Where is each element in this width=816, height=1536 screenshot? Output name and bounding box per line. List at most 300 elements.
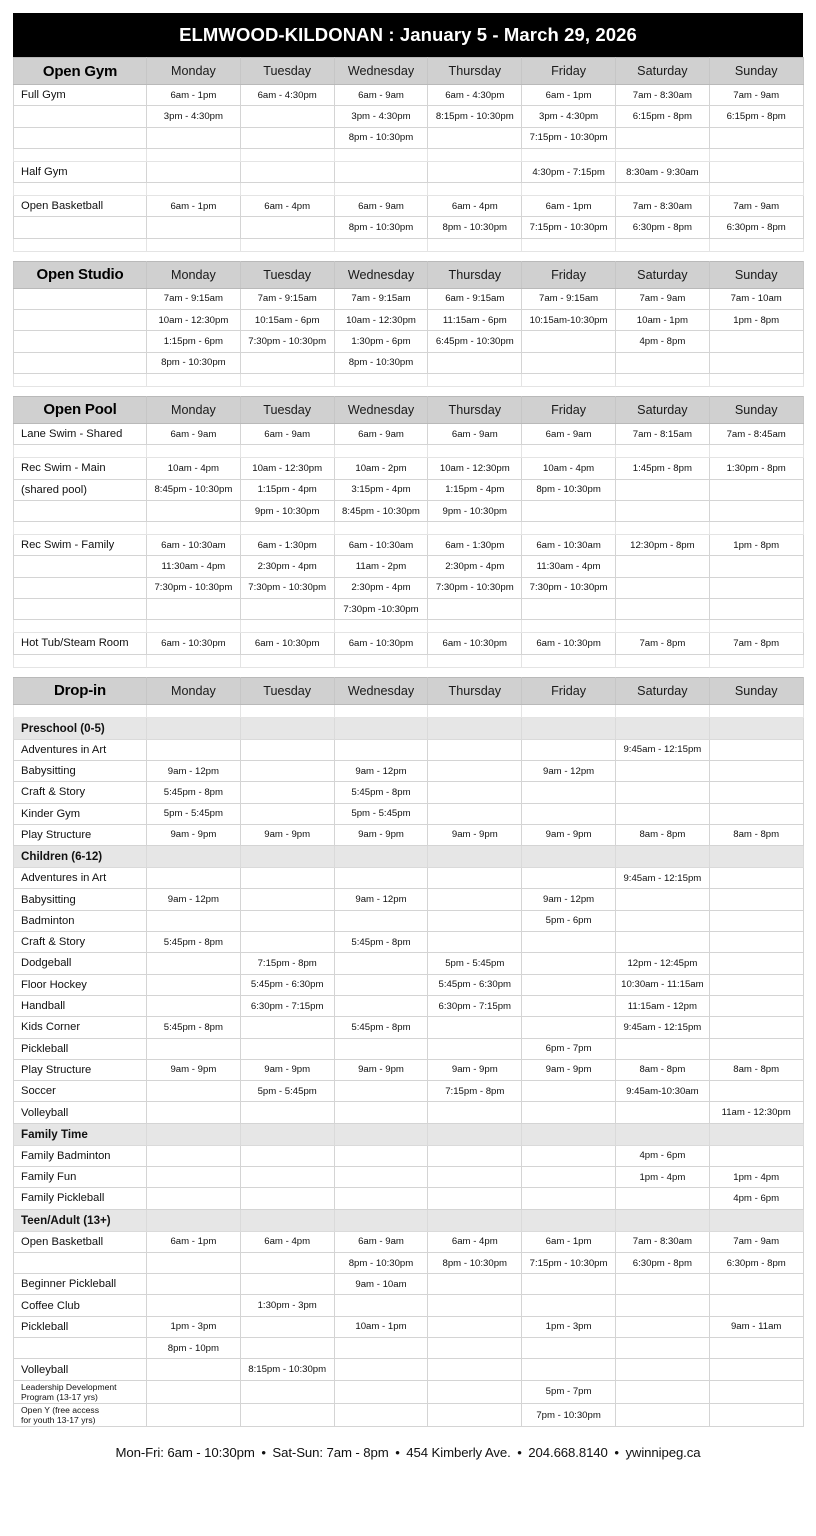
spacer-row	[14, 238, 804, 251]
time-cell-friday: 6am - 1pm	[522, 196, 616, 217]
time-cell-saturday: 7am - 8:30am	[615, 85, 709, 106]
spacer-cell	[709, 238, 803, 251]
spacer-cell	[709, 445, 803, 458]
table-row	[14, 1145, 804, 1166]
section-header-row	[14, 58, 804, 85]
day-header-tuesday: Tuesday	[240, 261, 334, 288]
time-cell-monday: 1pm - 3pm	[147, 1316, 241, 1337]
table-row	[14, 577, 804, 598]
time-cell-sunday: 7am - 8pm	[709, 633, 803, 654]
table-row	[14, 127, 804, 148]
activity-label: Open Basketball	[14, 1231, 147, 1252]
activity-label: Soccer	[14, 1081, 147, 1102]
day-header-thursday: Thursday	[428, 261, 522, 288]
time-cell-thursday	[428, 1038, 522, 1059]
time-cell-sunday: 6:30pm - 8pm	[709, 1252, 803, 1273]
day-header-thursday: Thursday	[428, 396, 522, 423]
time-cell-monday	[147, 974, 241, 995]
time-cell-monday	[147, 1274, 241, 1295]
time-cell-wednesday: 6am - 10:30am	[334, 535, 428, 556]
table-row	[14, 1038, 804, 1059]
time-cell-thursday: 6am - 9:15am	[428, 288, 522, 309]
activity-label: Family Badminton	[14, 1145, 147, 1166]
time-cell-wednesday: 3:15pm - 4pm	[334, 479, 428, 500]
day-header-saturday: Saturday	[615, 261, 709, 288]
activity-label: Family Pickleball	[14, 1188, 147, 1209]
category-filler-cell	[147, 846, 241, 868]
activity-label	[14, 288, 147, 309]
table-row	[14, 910, 804, 931]
activity-label: Badminton	[14, 910, 147, 931]
table-row	[14, 196, 804, 217]
table-row	[14, 217, 804, 238]
time-cell-thursday: 1:15pm - 4pm	[428, 479, 522, 500]
day-header-saturday: Saturday	[615, 396, 709, 423]
time-cell-thursday: 6am - 4pm	[428, 1231, 522, 1252]
time-cell-thursday: 8pm - 10:30pm	[428, 1252, 522, 1273]
spacer-row	[14, 445, 804, 458]
time-cell-saturday	[615, 760, 709, 781]
spacer-cell	[240, 183, 334, 196]
time-cell-thursday: 6am - 1:30pm	[428, 535, 522, 556]
time-cell-saturday: 8am - 8pm	[615, 824, 709, 845]
time-cell-tuesday	[240, 1338, 334, 1359]
time-cell-tuesday	[240, 889, 334, 910]
category-filler-cell	[240, 1123, 334, 1145]
time-cell-friday: 8pm - 10:30pm	[522, 479, 616, 500]
schedule-table-open-gym	[13, 57, 804, 252]
day-header-tuesday: Tuesday	[240, 396, 334, 423]
time-cell-thursday: 5pm - 5:45pm	[428, 953, 522, 974]
section-title-open-pool: Open Pool	[14, 396, 147, 423]
schedule-table-open-pool	[13, 396, 804, 668]
category-filler-cell	[709, 1123, 803, 1145]
time-cell-tuesday	[240, 106, 334, 127]
day-header-friday: Friday	[522, 261, 616, 288]
time-cell-sunday	[709, 352, 803, 373]
table-row	[14, 1338, 804, 1359]
category-filler-cell	[615, 846, 709, 868]
time-cell-saturday	[615, 577, 709, 598]
time-cell-monday	[147, 1145, 241, 1166]
time-cell-saturday	[615, 1403, 709, 1426]
time-cell-thursday: 6:30pm - 7:15pm	[428, 995, 522, 1016]
time-cell-saturday	[615, 1038, 709, 1059]
time-cell-saturday: 9:45am-10:30am	[615, 1081, 709, 1102]
time-cell-saturday	[615, 803, 709, 824]
time-cell-friday: 7:15pm - 10:30pm	[522, 217, 616, 238]
time-cell-friday: 6am - 1pm	[522, 1231, 616, 1252]
time-cell-thursday: 6am - 10:30pm	[428, 633, 522, 654]
table-row	[14, 1316, 804, 1337]
spacer-cell	[334, 620, 428, 633]
time-cell-monday	[147, 1295, 241, 1316]
table-row	[14, 85, 804, 106]
table-row	[14, 1081, 804, 1102]
time-cell-monday: 6am - 10:30am	[147, 535, 241, 556]
time-cell-monday	[147, 161, 241, 182]
time-cell-monday	[147, 1166, 241, 1187]
category-filler-cell	[240, 717, 334, 739]
time-cell-thursday: 6am - 4:30pm	[428, 85, 522, 106]
time-cell-tuesday	[240, 127, 334, 148]
day-header-sunday: Sunday	[709, 58, 803, 85]
time-cell-friday: 7:30pm - 10:30pm	[522, 577, 616, 598]
day-header-thursday: Thursday	[428, 58, 522, 85]
time-cell-saturday: 4pm - 8pm	[615, 331, 709, 352]
activity-label	[14, 127, 147, 148]
time-cell-wednesday: 6am - 10:30pm	[334, 633, 428, 654]
time-cell-tuesday: 8:15pm - 10:30pm	[240, 1359, 334, 1380]
time-cell-monday	[147, 953, 241, 974]
time-cell-friday: 9am - 9pm	[522, 1059, 616, 1080]
time-cell-friday: 4:30pm - 7:15pm	[522, 161, 616, 182]
time-cell-thursday: 9am - 9pm	[428, 824, 522, 845]
time-cell-tuesday	[240, 352, 334, 373]
time-cell-thursday	[428, 1295, 522, 1316]
time-cell-sunday	[709, 803, 803, 824]
time-cell-thursday	[428, 1380, 522, 1403]
time-cell-thursday	[428, 868, 522, 889]
spacer-cell	[334, 373, 428, 386]
time-cell-friday	[522, 953, 616, 974]
time-cell-monday: 6am - 10:30pm	[147, 633, 241, 654]
time-cell-thursday	[428, 127, 522, 148]
table-row	[14, 782, 804, 803]
spacer-cell	[522, 183, 616, 196]
spacer-cell	[615, 445, 709, 458]
time-cell-thursday: 7:30pm - 10:30pm	[428, 577, 522, 598]
time-cell-tuesday: 10am - 12:30pm	[240, 458, 334, 479]
time-cell-saturday	[615, 599, 709, 620]
time-cell-sunday	[709, 599, 803, 620]
time-cell-monday	[147, 599, 241, 620]
activity-label: Rec Swim - Family	[14, 535, 147, 556]
time-cell-tuesday: 1:30pm - 3pm	[240, 1295, 334, 1316]
spacer-row	[14, 148, 804, 161]
time-cell-wednesday: 9am - 9pm	[334, 1059, 428, 1080]
table-row	[14, 995, 804, 1016]
category-filler-cell	[615, 1209, 709, 1231]
time-cell-tuesday: 5:45pm - 6:30pm	[240, 974, 334, 995]
time-cell-saturday	[615, 782, 709, 803]
time-cell-friday: 11:30am - 4pm	[522, 556, 616, 577]
time-cell-wednesday	[334, 868, 428, 889]
time-cell-monday: 6am - 9am	[147, 423, 241, 444]
time-cell-saturday	[615, 1338, 709, 1359]
spacer-cell	[240, 620, 334, 633]
category-filler-cell	[615, 717, 709, 739]
time-cell-sunday	[709, 161, 803, 182]
time-cell-sunday: 4pm - 6pm	[709, 1188, 803, 1209]
category-filler-cell	[428, 1123, 522, 1145]
table-row	[14, 974, 804, 995]
day-header-thursday: Thursday	[428, 677, 522, 704]
time-cell-wednesday: 6am - 9am	[334, 85, 428, 106]
time-cell-tuesday	[240, 1380, 334, 1403]
time-cell-sunday	[709, 868, 803, 889]
time-cell-saturday	[615, 910, 709, 931]
footer-part-0: Mon-Fri: 6am - 10:30pm	[115, 1445, 255, 1461]
time-cell-monday: 11:30am - 4pm	[147, 556, 241, 577]
category-filler-cell	[522, 1123, 616, 1145]
time-cell-sunday	[709, 331, 803, 352]
spacer-cell	[615, 183, 709, 196]
time-cell-sunday: 6:15pm - 8pm	[709, 106, 803, 127]
activity-label	[14, 352, 147, 373]
activity-label	[14, 577, 147, 598]
time-cell-monday: 10am - 4pm	[147, 458, 241, 479]
spacer-cell	[147, 704, 241, 717]
time-cell-sunday	[709, 1338, 803, 1359]
time-cell-thursday	[428, 889, 522, 910]
time-cell-saturday: 1pm - 4pm	[615, 1166, 709, 1187]
section-title-open-gym: Open Gym	[14, 58, 147, 85]
time-cell-saturday	[615, 1102, 709, 1123]
activity-label: Rec Swim - Main	[14, 458, 147, 479]
category-filler-cell	[428, 846, 522, 868]
time-cell-sunday	[709, 556, 803, 577]
activity-label: Family Fun	[14, 1166, 147, 1187]
time-cell-friday	[522, 803, 616, 824]
category-filler-cell	[334, 1123, 428, 1145]
time-cell-wednesday	[334, 739, 428, 760]
time-cell-monday: 7:30pm - 10:30pm	[147, 577, 241, 598]
table-row	[14, 423, 804, 444]
spacer-cell	[709, 522, 803, 535]
time-cell-saturday: 8am - 8pm	[615, 1059, 709, 1080]
time-cell-friday: 7:15pm - 10:30pm	[522, 1252, 616, 1273]
section-title-drop-in: Drop-in	[14, 677, 147, 704]
table-row	[14, 161, 804, 182]
time-cell-monday: 6am - 1pm	[147, 1231, 241, 1252]
time-cell-wednesday: 7:30pm -10:30pm	[334, 599, 428, 620]
time-cell-tuesday: 6am - 1:30pm	[240, 535, 334, 556]
time-cell-friday	[522, 1295, 616, 1316]
time-cell-wednesday	[334, 161, 428, 182]
category-filler-cell	[709, 846, 803, 868]
spacer-cell	[14, 620, 147, 633]
activity-label: Open Y (free access for youth 13-17 yrs)	[14, 1403, 147, 1426]
time-cell-tuesday	[240, 1166, 334, 1187]
time-cell-tuesday	[240, 760, 334, 781]
time-cell-saturday: 10:30am - 11:15am	[615, 974, 709, 995]
time-cell-sunday	[709, 1017, 803, 1038]
spacer-cell	[147, 522, 241, 535]
table-row	[14, 932, 804, 953]
time-cell-sunday	[709, 953, 803, 974]
time-cell-friday	[522, 599, 616, 620]
time-cell-tuesday	[240, 1102, 334, 1123]
spacer-cell	[147, 373, 241, 386]
activity-label	[14, 556, 147, 577]
activity-label: Craft & Story	[14, 782, 147, 803]
time-cell-sunday	[709, 782, 803, 803]
time-cell-tuesday: 6am - 4pm	[240, 196, 334, 217]
activity-label: Adventures in Art	[14, 739, 147, 760]
time-cell-wednesday	[334, 974, 428, 995]
time-cell-saturday: 9:45am - 12:15pm	[615, 739, 709, 760]
time-cell-tuesday: 6am - 10:30pm	[240, 633, 334, 654]
spacer-cell	[334, 445, 428, 458]
spacer-cell	[428, 445, 522, 458]
time-cell-saturday: 10am - 1pm	[615, 310, 709, 331]
spacer-cell	[522, 148, 616, 161]
time-cell-friday: 7:15pm - 10:30pm	[522, 127, 616, 148]
time-cell-friday: 10am - 4pm	[522, 458, 616, 479]
spacer-cell	[14, 522, 147, 535]
time-cell-tuesday: 5pm - 5:45pm	[240, 1081, 334, 1102]
category-filler-cell	[334, 846, 428, 868]
table-row	[14, 458, 804, 479]
footer-separator: •	[391, 1445, 404, 1461]
time-cell-sunday: 1pm - 8pm	[709, 535, 803, 556]
table-row	[14, 1102, 804, 1123]
time-cell-tuesday: 7:15pm - 8pm	[240, 953, 334, 974]
spacer-cell	[334, 704, 428, 717]
spacer-cell	[147, 654, 241, 667]
day-header-friday: Friday	[522, 58, 616, 85]
time-cell-thursday: 9pm - 10:30pm	[428, 500, 522, 521]
category-row	[14, 1209, 804, 1231]
spacer-cell	[240, 238, 334, 251]
time-cell-wednesday: 3pm - 4:30pm	[334, 106, 428, 127]
time-cell-friday	[522, 974, 616, 995]
section-header-row	[14, 396, 804, 423]
table-row	[14, 1017, 804, 1038]
day-header-wednesday: Wednesday	[334, 677, 428, 704]
time-cell-friday: 6am - 10:30pm	[522, 633, 616, 654]
spacer-cell	[428, 238, 522, 251]
time-cell-wednesday: 5pm - 5:45pm	[334, 803, 428, 824]
time-cell-saturday: 12pm - 12:45pm	[615, 953, 709, 974]
day-header-monday: Monday	[147, 261, 241, 288]
time-cell-sunday	[709, 1038, 803, 1059]
day-header-monday: Monday	[147, 677, 241, 704]
time-cell-monday: 5pm - 5:45pm	[147, 803, 241, 824]
time-cell-thursday	[428, 1274, 522, 1295]
time-cell-wednesday	[334, 1038, 428, 1059]
day-header-sunday: Sunday	[709, 396, 803, 423]
time-cell-friday: 10:15am-10:30pm	[522, 310, 616, 331]
time-cell-saturday: 6:30pm - 8pm	[615, 1252, 709, 1273]
time-cell-thursday: 7:15pm - 8pm	[428, 1081, 522, 1102]
footer-info	[13, 1427, 803, 1470]
time-cell-friday	[522, 331, 616, 352]
time-cell-thursday: 10am - 12:30pm	[428, 458, 522, 479]
time-cell-thursday: 6am - 4pm	[428, 196, 522, 217]
time-cell-sunday: 1pm - 8pm	[709, 310, 803, 331]
time-cell-friday	[522, 1145, 616, 1166]
time-cell-friday: 7pm - 10:30pm	[522, 1403, 616, 1426]
activity-label: Lane Swim - Shared	[14, 423, 147, 444]
time-cell-monday: 8pm - 10pm	[147, 1338, 241, 1359]
time-cell-saturday	[615, 556, 709, 577]
time-cell-wednesday: 8pm - 10:30pm	[334, 127, 428, 148]
time-cell-tuesday	[240, 1017, 334, 1038]
day-header-friday: Friday	[522, 396, 616, 423]
time-cell-friday: 1pm - 3pm	[522, 1316, 616, 1337]
time-cell-thursday	[428, 352, 522, 373]
section-gap	[13, 668, 803, 677]
time-cell-friday	[522, 932, 616, 953]
activity-label: Pickleball	[14, 1316, 147, 1337]
time-cell-tuesday	[240, 868, 334, 889]
spacer-cell	[240, 148, 334, 161]
time-cell-sunday: 7am - 8:45am	[709, 423, 803, 444]
time-cell-thursday	[428, 1403, 522, 1426]
time-cell-thursday	[428, 1102, 522, 1123]
time-cell-monday	[147, 217, 241, 238]
time-cell-sunday: 1pm - 4pm	[709, 1166, 803, 1187]
time-cell-sunday: 1:30pm - 8pm	[709, 458, 803, 479]
schedule-table-open-studio	[13, 261, 804, 387]
table-row	[14, 868, 804, 889]
table-row	[14, 500, 804, 521]
time-cell-sunday: 7am - 9am	[709, 196, 803, 217]
time-cell-friday: 9am - 12pm	[522, 760, 616, 781]
category-filler-cell	[240, 1209, 334, 1231]
category-filler-cell	[428, 717, 522, 739]
spacer-cell	[14, 654, 147, 667]
category-filler-cell	[522, 1209, 616, 1231]
table-row	[14, 1274, 804, 1295]
activity-label	[14, 331, 147, 352]
time-cell-wednesday	[334, 1403, 428, 1426]
spacer-cell	[709, 148, 803, 161]
time-cell-saturday	[615, 1295, 709, 1316]
category-filler-cell	[522, 717, 616, 739]
time-cell-wednesday: 9am - 12pm	[334, 760, 428, 781]
activity-label: Babysitting	[14, 760, 147, 781]
table-row	[14, 1359, 804, 1380]
footer-separator: •	[257, 1445, 270, 1461]
day-header-saturday: Saturday	[615, 677, 709, 704]
spacer-cell	[615, 148, 709, 161]
activity-label: Kids Corner	[14, 1017, 147, 1038]
spacer-row	[14, 704, 804, 717]
day-header-monday: Monday	[147, 396, 241, 423]
activity-label: Handball	[14, 995, 147, 1016]
table-row	[14, 1380, 804, 1403]
time-cell-saturday: 11:15am - 12pm	[615, 995, 709, 1016]
time-cell-sunday: 6:30pm - 8pm	[709, 217, 803, 238]
time-cell-wednesday	[334, 1166, 428, 1187]
time-cell-sunday	[709, 910, 803, 931]
time-cell-wednesday: 8pm - 10:30pm	[334, 1252, 428, 1273]
time-cell-monday	[147, 1038, 241, 1059]
day-header-sunday: Sunday	[709, 261, 803, 288]
activity-label	[14, 500, 147, 521]
time-cell-monday	[147, 995, 241, 1016]
activity-label: Beginner Pickleball	[14, 1274, 147, 1295]
spacer-cell	[240, 522, 334, 535]
category-filler-cell	[147, 1209, 241, 1231]
day-header-tuesday: Tuesday	[240, 58, 334, 85]
time-cell-thursday: 2:30pm - 4pm	[428, 556, 522, 577]
time-cell-wednesday: 5:45pm - 8pm	[334, 1017, 428, 1038]
time-cell-friday: 6am - 9am	[522, 423, 616, 444]
time-cell-tuesday: 2:30pm - 4pm	[240, 556, 334, 577]
spacer-cell	[240, 704, 334, 717]
activity-label: Babysitting	[14, 889, 147, 910]
time-cell-monday	[147, 1081, 241, 1102]
time-cell-friday: 7am - 9:15am	[522, 288, 616, 309]
page-title: ELMWOOD-KILDONAN : January 5 - March 29, 2026	[13, 13, 803, 57]
time-cell-tuesday	[240, 161, 334, 182]
time-cell-wednesday	[334, 995, 428, 1016]
spacer-cell	[428, 373, 522, 386]
